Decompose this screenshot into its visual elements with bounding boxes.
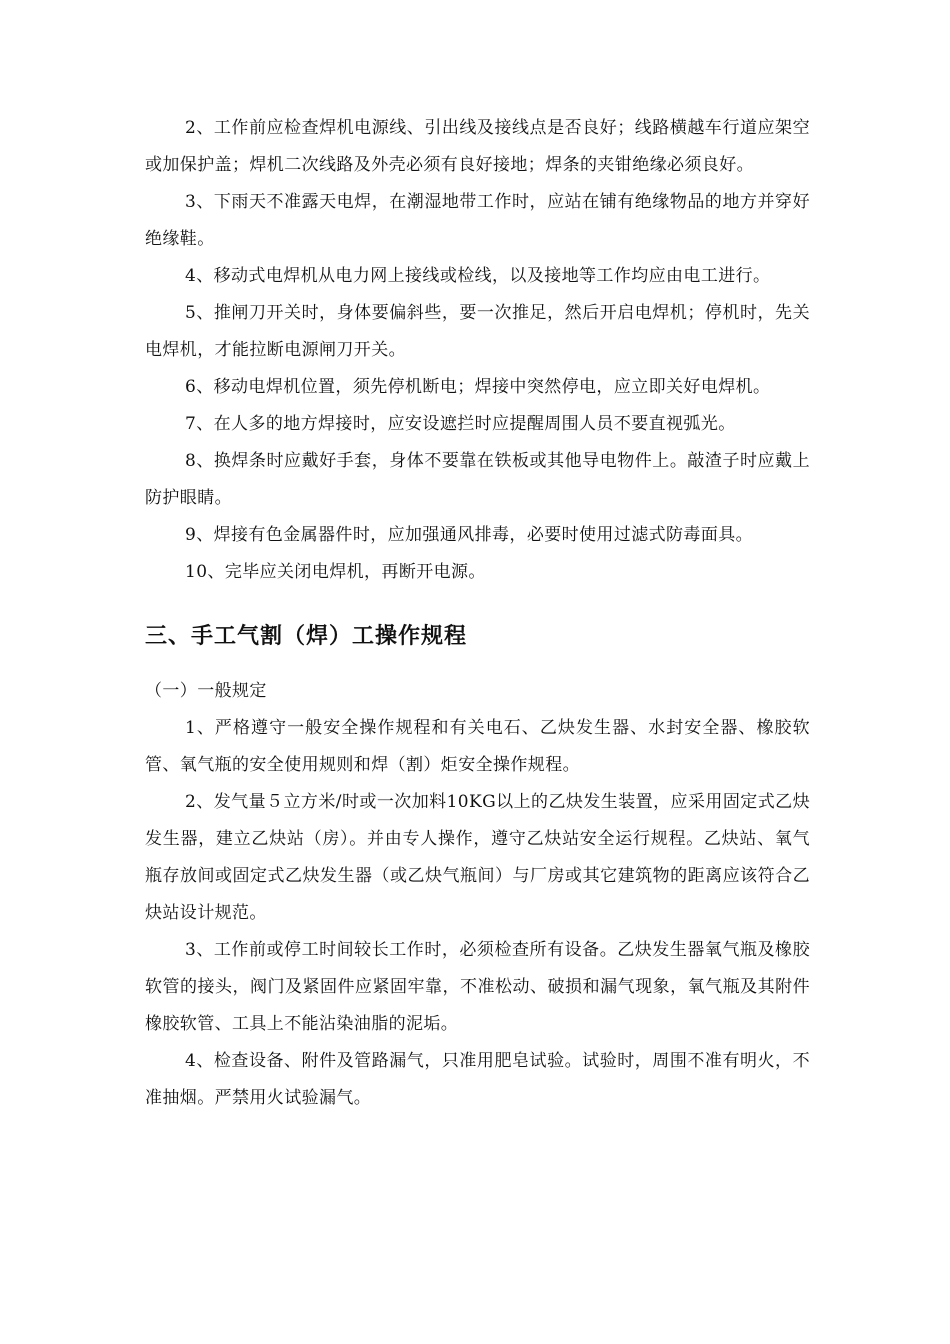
rule-item-4: 4、检查设备、附件及管路漏气，只准用肥皂试验。试验时，周围不准有明火，不准抽烟。严禁用火试验漏气。 xyxy=(145,1051,810,1108)
paragraph-item-3: 3、下雨天不准露天电焊，在潮湿地带工作时，应站在铺有绝缘物品的地方并穿好绝缘鞋。 xyxy=(145,192,810,249)
section-heading: 三、手工气割（焊）工操作规程 xyxy=(145,623,468,649)
paragraph-item-8: 8、换焊条时应戴好手套，身体不要靠在铁板或其他导电物件上。敲渣子时应戴上防护眼睛。 xyxy=(145,451,810,508)
paragraph-item-2: 2、工作前应检查焊机电源线、引出线及接线点是否良好；线路横越车行道应架空或加保护盖；焊机二次线路及外壳必须有良好接地；焊条的夹钳绝缘必须良好。 xyxy=(145,118,810,175)
rule-item-1: 1、严格遵守一般安全操作规程和有关电石、乙炔发生器、水封安全器、橡胶软管、氧气瓶的安全使用规则和焊（割）炬安全操作规程。 xyxy=(145,718,810,775)
paragraph-item-10: 10、完毕应关闭电焊机，再断开电源。 xyxy=(185,562,486,582)
paragraph-item-5: 5、推闸刀开关时，身体要偏斜些，要一次推足，然后开启电焊机；停机时，先关电焊机，才能拉断电源闸刀开关。 xyxy=(145,303,810,360)
rule-item-3: 3、工作前或停工时间较长工作时，必须检查所有设备。乙炔发生器氧气瓶及橡胶软管的接头，阀门及紧固件应紧固牢靠，不准松动、破损和漏气现象，氧气瓶及其附件橡胶软管、工具上不能沾染油脂的泥垢。 xyxy=(145,940,810,1034)
paragraph-item-7: 7、在人多的地方焊接时，应安设遮拦时应提醒周围人员不要直视弧光。 xyxy=(185,414,736,434)
paragraph-item-6: 6、移动电焊机位置，须先停机断电；焊接中突然停电，应立即关好电焊机。 xyxy=(185,377,771,397)
paragraph-item-9: 9、焊接有色金属器件时，应加强通风排毒，必要时使用过滤式防毒面具。 xyxy=(185,525,754,545)
document-body xyxy=(145,110,810,1117)
rule-item-2: 2、发气量５立方米/时或一次加料10KG以上的乙炔发生装置，应采用固定式乙炔发生器，建立乙炔站（房）。并由专人操作，遵守乙炔站安全运行规程。乙炔站、氧气瓶存放间或固定式乙炔发生器（或乙炔气瓶间）与厂房或其它建筑物的距离应该符合乙炔站设计规范。 xyxy=(145,792,810,923)
paragraph-item-4: 4、移动式电焊机从电力网上接线或检线，以及接地等工作均应由电工进行。 xyxy=(185,266,771,286)
subsection-heading: （一）一般规定 xyxy=(145,681,267,701)
